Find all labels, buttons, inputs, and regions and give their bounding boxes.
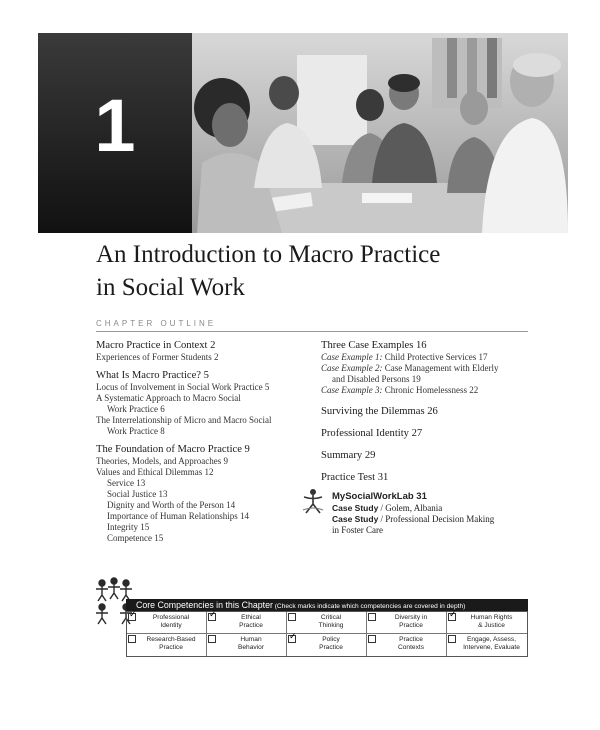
outline-subsection: Experiences of Former Students 2 — [96, 352, 219, 362]
outline-subsubsection: Integrity 15 — [107, 522, 150, 532]
competency-checkbox — [448, 613, 456, 621]
competency-cell — [287, 612, 367, 634]
mysocialworklab-block — [321, 490, 531, 536]
competency-label: Practice — [399, 636, 423, 643]
chapter-number: 1 — [94, 84, 136, 167]
competency-checkbox — [208, 613, 216, 621]
competency-label: Policy — [322, 636, 340, 643]
competency-label: & Justice — [478, 622, 505, 629]
competency-label: Ethical — [241, 614, 261, 621]
competency-checkbox — [368, 613, 376, 621]
chapter-photo — [192, 33, 568, 233]
competency-label: Identity — [160, 622, 182, 629]
outline-subsection: The Interrelationship of Micro and Macro Social — [96, 415, 272, 425]
case-example-label: Case Example 1: — [321, 352, 383, 362]
chapter-outline-label: CHAPTER OUTLINE — [96, 319, 217, 328]
outline-section: Practice Test 31 — [321, 472, 389, 483]
competency-cell — [127, 634, 207, 656]
outline-subsection: Theories, Models, and Approaches 9 — [96, 456, 228, 466]
mysocialworklab-figure-icon — [301, 488, 325, 514]
competency-checkbox — [448, 635, 456, 643]
chapter-title-line-2: in Social Work — [96, 274, 245, 301]
outline-subsubsection: Social Justice 13 — [107, 489, 168, 499]
outline-subsection-continued: Work Practice 8 — [107, 426, 165, 436]
outline-section: Three Case Examples 16 — [321, 340, 427, 351]
competency-cell — [127, 612, 207, 634]
case-study-text: / Golem, Albania — [378, 503, 443, 513]
competency-label: Professional — [152, 614, 190, 621]
outline-section: The Foundation of Macro Practice 9 — [96, 444, 250, 455]
outline-subsubsection: Dignity and Worth of the Person 14 — [107, 500, 236, 510]
competency-checkbox — [368, 635, 376, 643]
outline-section: Macro Practice in Context 2 — [96, 340, 216, 351]
competency-label: Thinking — [318, 622, 344, 629]
competency-label: Practice — [239, 622, 263, 629]
outline-subsection-continued: Work Practice 6 — [107, 404, 165, 414]
case-example-2-continued: and Disabled Persons 19 — [332, 374, 421, 384]
case-study-line-continued: in Foster Care — [332, 525, 383, 535]
competency-cell — [367, 612, 447, 634]
competency-cell — [447, 634, 527, 656]
case-example-text: Case Management with Elderly — [382, 363, 499, 373]
case-study-label: Case Study — [332, 503, 379, 513]
chapter-title-line-1: An Introduction to Macro Practice — [96, 241, 441, 268]
competency-label: Human Rights — [470, 614, 513, 621]
case-study-text: / Professional Decision Making — [378, 514, 495, 524]
outline-subsubsection: Importance of Human Relationships 14 — [107, 511, 249, 521]
outline-divider — [96, 331, 528, 332]
core-competencies-title: Core Competencies in this Chapter — [136, 600, 273, 610]
chapter-title — [96, 238, 440, 304]
outline-subsection: A Systematic Approach to Macro Social — [96, 393, 241, 403]
case-study-line — [332, 503, 531, 514]
competency-label: Practice — [319, 644, 343, 651]
competency-cell — [287, 634, 367, 656]
competency-checkbox — [128, 613, 136, 621]
case-example-1 — [321, 352, 531, 363]
outline-subsubsection: Service 13 — [107, 478, 146, 488]
competency-label: Critical — [320, 614, 342, 621]
competency-label: Contexts — [397, 644, 425, 651]
competency-cell — [207, 634, 287, 656]
group-meeting-photo — [192, 33, 568, 233]
case-example-3 — [321, 385, 531, 396]
mysocialworklab-title: MySocialWorkLab 31 — [332, 491, 427, 502]
outline-subsection: Locus of Involvement in Social Work Practice 5 — [96, 382, 270, 392]
case-example-label: Case Example 2: — [321, 363, 383, 373]
core-competencies-header — [126, 599, 528, 611]
competency-cell — [207, 612, 287, 634]
competency-cell — [367, 634, 447, 656]
competency-checkbox — [288, 635, 296, 643]
outline-subsection: Values and Ethical Dilemmas 12 — [96, 467, 214, 477]
competency-label: Behavior — [237, 644, 265, 651]
outline-subsubsection: Competence 15 — [107, 533, 164, 543]
core-competencies-note: (Check marks indicate which competencies are covered in depth) — [272, 603, 466, 610]
competency-checkbox — [128, 635, 136, 643]
competency-label: Diversity in — [394, 614, 428, 621]
outline-left-column — [96, 339, 304, 544]
outline-right-column — [321, 339, 531, 536]
competency-label: Engage, Assess, — [466, 636, 517, 643]
case-example-label: Case Example 3: — [321, 385, 383, 395]
competency-checkbox — [208, 635, 216, 643]
competency-label: Practice — [399, 622, 423, 629]
case-study-line — [332, 514, 531, 525]
chapter-number-block — [38, 33, 192, 233]
case-study-label: Case Study — [332, 514, 379, 524]
competency-checkbox — [288, 613, 296, 621]
competency-cell — [447, 612, 527, 634]
core-competencies-grid — [126, 611, 528, 657]
competency-label: Human — [240, 636, 262, 643]
competency-label: Research-Based — [146, 636, 196, 643]
outline-section: Surviving the Dilemmas 26 — [321, 406, 438, 417]
competency-label: Intervene, Evaluate — [463, 644, 520, 651]
case-example-text: Child Protective Services 17 — [382, 352, 488, 362]
case-example-text: Chronic Homelessness 22 — [382, 385, 479, 395]
case-example-2 — [321, 363, 531, 374]
outline-section: Summary 29 — [321, 450, 376, 461]
outline-section: What Is Macro Practice? 5 — [96, 370, 209, 381]
competency-label: Practice — [159, 644, 183, 651]
outline-section: Professional Identity 27 — [321, 428, 423, 439]
